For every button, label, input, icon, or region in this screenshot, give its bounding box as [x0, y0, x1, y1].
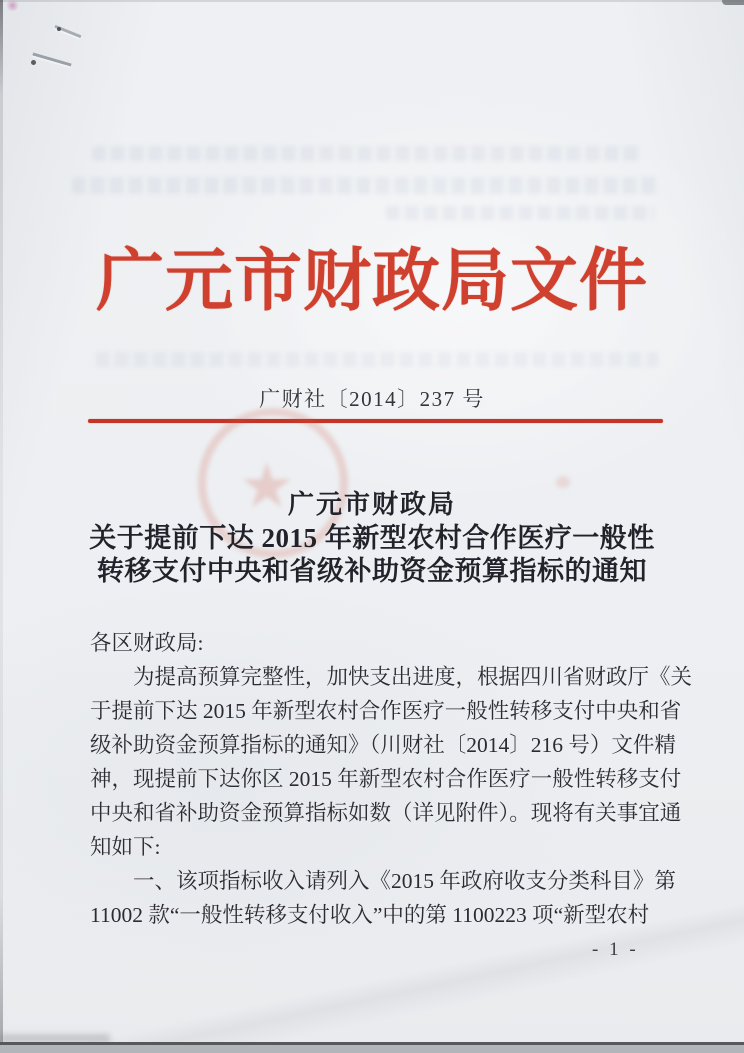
masthead-title: 广元市财政局文件	[95, 243, 648, 319]
pink-smudge-mark	[5, 0, 20, 11]
title-line: 转移支付中央和省级补助资金预算指标的通知	[97, 556, 647, 586]
body-line: 11002 款“一般性转移支付收入”中的第 1100223 项“新型农村	[90, 903, 650, 927]
staple-mark	[30, 22, 94, 84]
scan-edge-top	[0, 0, 744, 2]
staple-puncture	[57, 27, 61, 31]
staple-leg	[32, 53, 71, 67]
body-line: 知如下:	[90, 835, 161, 859]
seal-star-icon: ★	[239, 449, 295, 522]
red-divider-rule	[88, 419, 663, 423]
ink-bleedthrough	[386, 206, 654, 220]
ink-bleedthrough	[92, 146, 642, 161]
page-number: - 1 -	[592, 939, 639, 960]
document-body	[90, 626, 693, 932]
scan-edge-bottom-shadow	[0, 1045, 744, 1053]
salutation: 各区财政局:	[90, 631, 204, 655]
body-line: 一、该项指标收入请列入《2015 年政府收支分类科目》第	[133, 869, 676, 893]
ink-bleedthrough	[72, 177, 658, 194]
staple-puncture	[31, 60, 36, 65]
body-line: 级补助资金预算指标的通知》（川财社〔2014〕216 号）文件精	[90, 733, 676, 757]
scan-corner-mark	[722, 0, 744, 5]
title-issuer: 广元市财政局	[287, 490, 456, 519]
seal-ink-dab	[556, 476, 570, 488]
body-line: 中央和省补助资金预算指标如数（详见附件）。现将有关事宜通	[90, 801, 682, 825]
document-number: 广财社〔2014〕237 号	[259, 387, 485, 411]
body-line: 为提高预算完整性，加快支出进度，根据四川省财政厅《关	[133, 665, 693, 689]
body-line: 神，现提前下达你区 2015 年新型农村合作医疗一般性转移支付	[90, 767, 682, 791]
document-title	[0, 488, 744, 588]
body-line: 于提前下达 2015 年新型农村合作医疗一般性转移支付中央和省	[90, 699, 682, 723]
ink-bleedthrough	[96, 352, 658, 367]
title-line: 关于提前下达 2015 年新型农村合作医疗一般性	[89, 523, 655, 553]
